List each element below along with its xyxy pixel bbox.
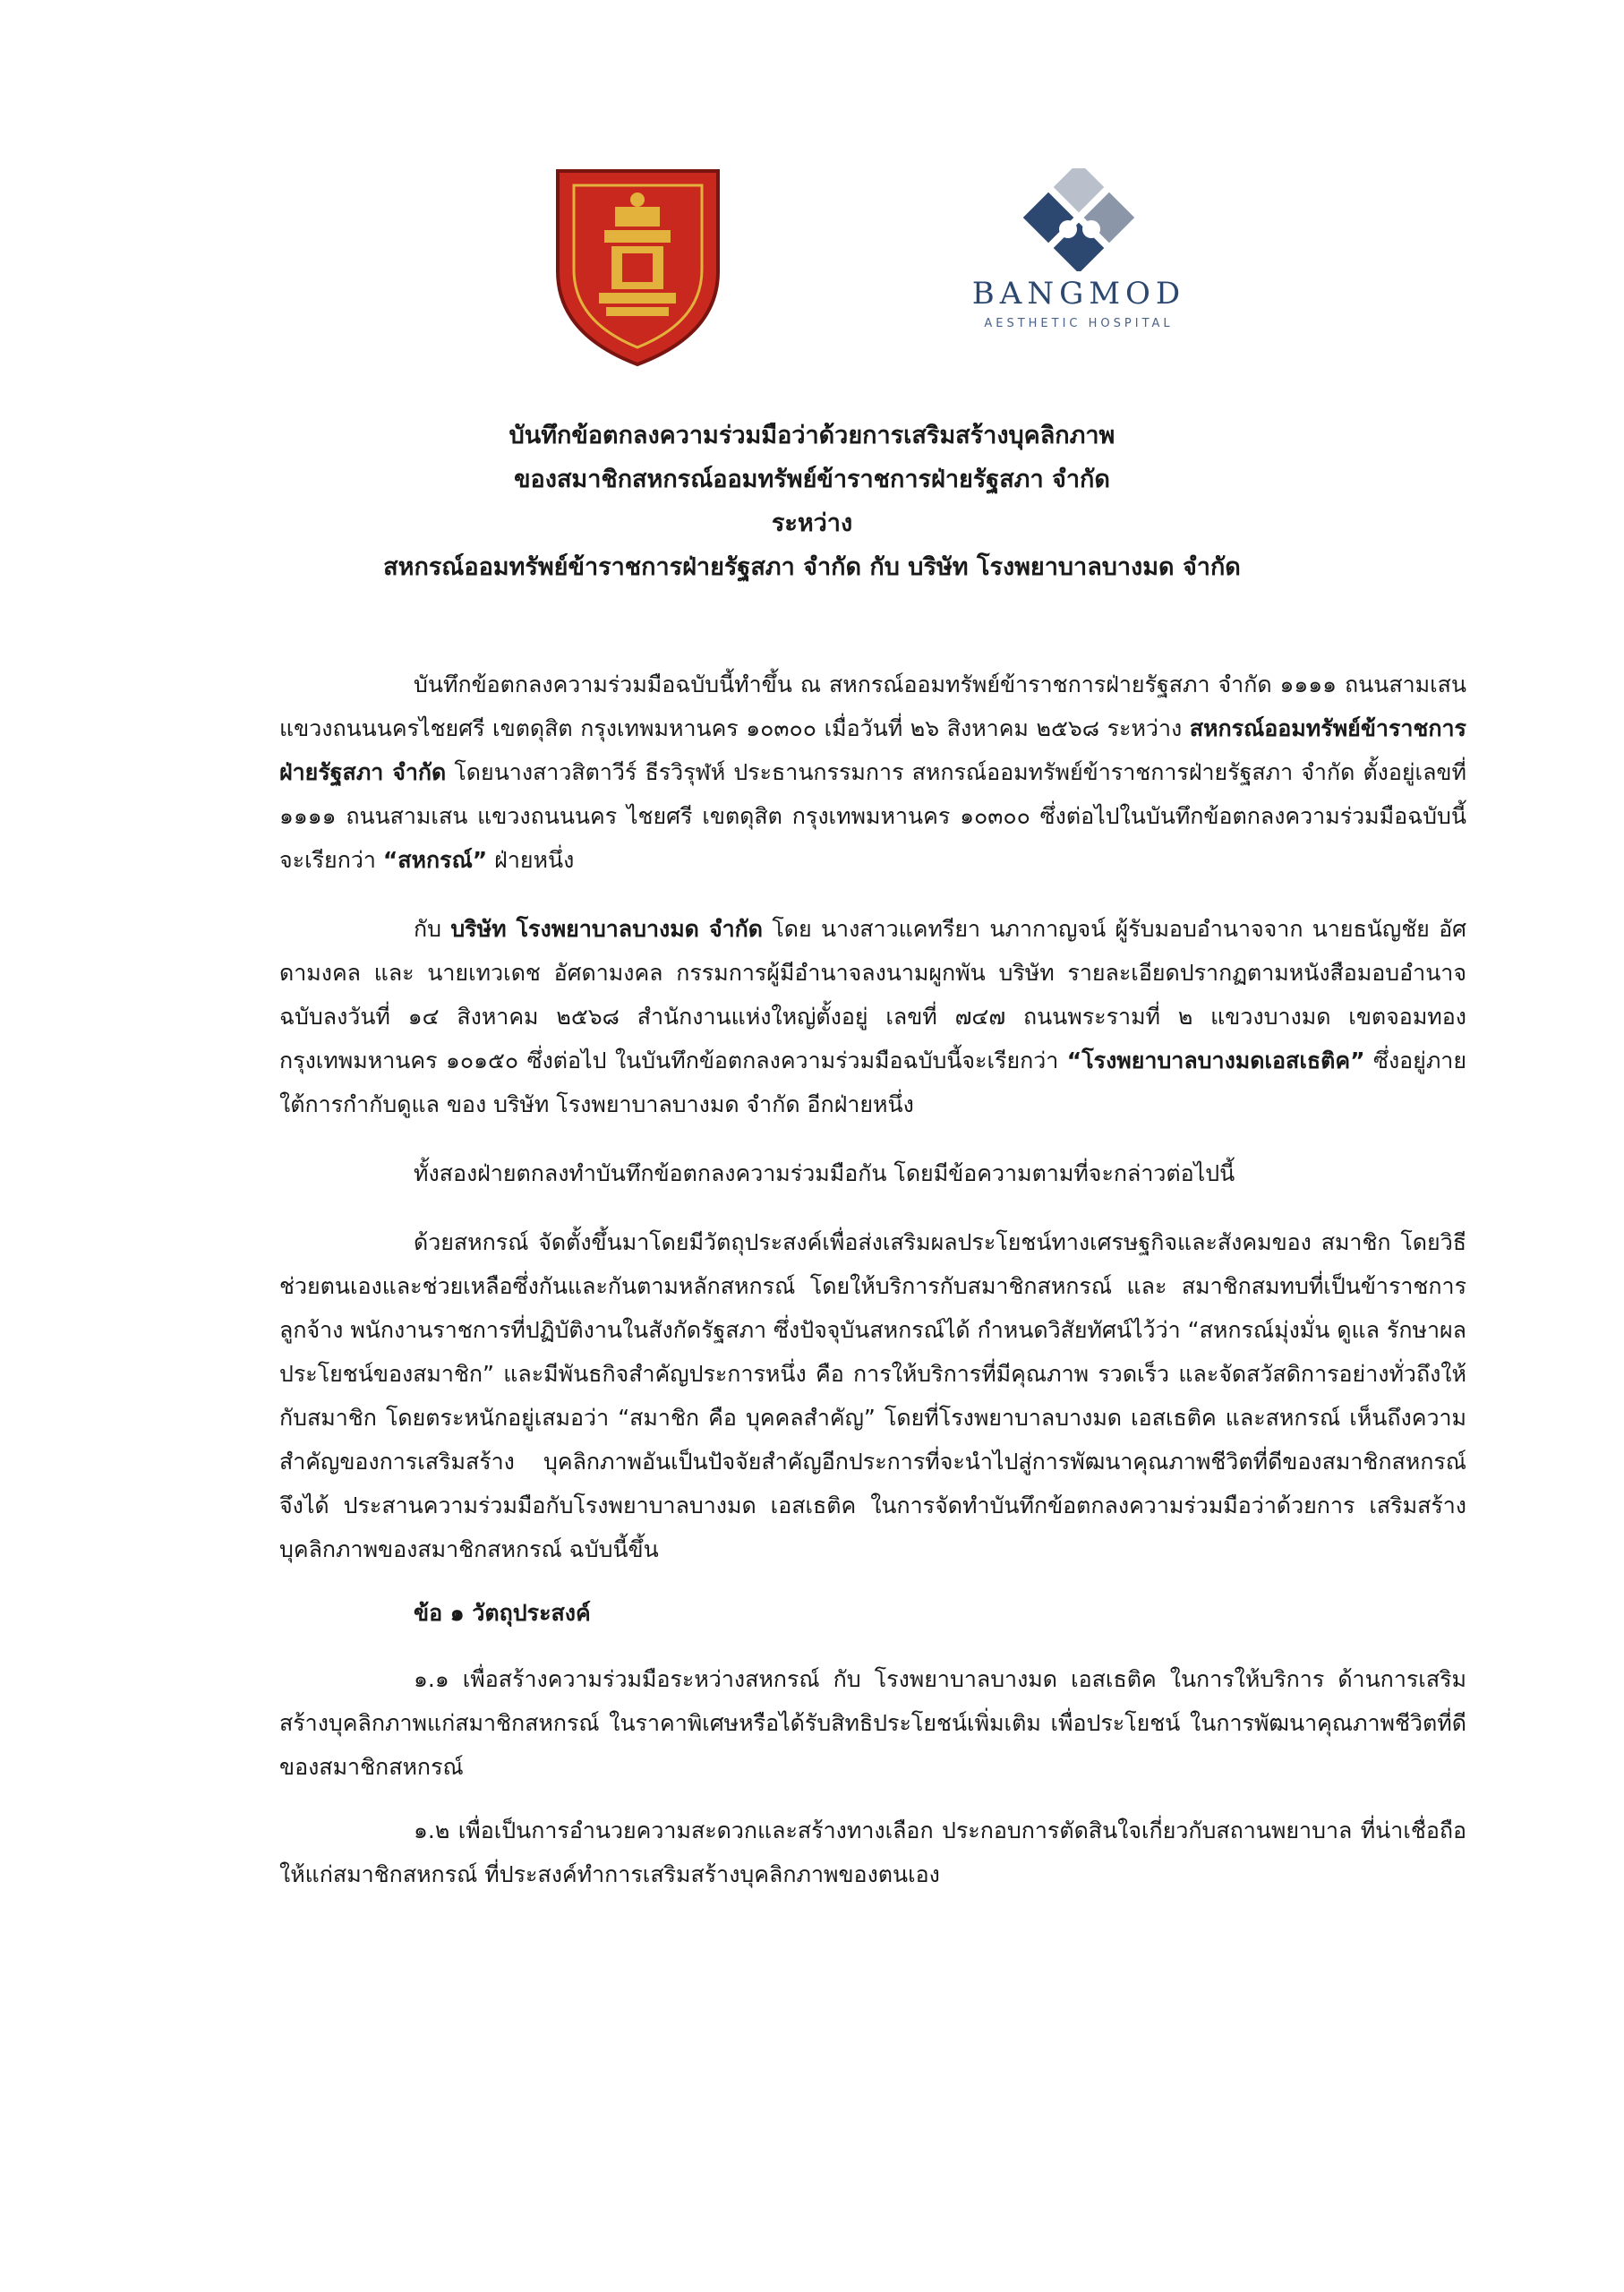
- brand-tagline: AESTHETIC HOSPITAL: [984, 317, 1174, 330]
- title-line-1: บันทึกข้อตกลงความร่วมมือว่าด้วยการเสริมสร้างบุคลิกภาพ: [509, 422, 1115, 449]
- clause-1-item-1: ๑.๑ เพื่อสร้างความร่วมมือระหว่างสหกรณ์ กับ โรงพยาบาลบางมด เอสเธติค ในการให้บริการ ด้านการเสริมสร้างบุคลิกภาพแก่สมาชิกสหกรณ์ ในราคาพิเศษหรือได้รับสิทธิประโยชน์เพิ่มเติม เพื่อประโยชน์ ในการพัฒนาคุณภาพชีวิตที่ดีของสมาชิกสหกรณ์: [279, 1666, 1466, 1780]
- paragraph-background: ด้วยสหกรณ์ จัดตั้งขึ้นมาโดยมีวัตถุประสงค์เพื่อส่งเสริมผลประโยชน์ทางเศรษฐกิจและสังคมของ สมาชิก โดยวิธีช่วยตนเองและช่วยเหลือซึ่งกันและกันตามหลักสหกรณ์ โดยให้บริการกับสมาชิกสหกรณ์ และ สมาชิกสมทบที่เป็นข้าราชการ ลูกจ้าง พนักงานราชการที่ปฏิบัติงานในสังกัดรัฐสภา ซึ่งปัจจุบันสหกรณ์ได้ กำหนดวิสัยทัศน์ไว้ว่า “สหกรณ์มุ่งมั่น ดูแล รักษาผลประโยชน์ของสมาชิก” และมีพันธกิจสำคัญประการหนึ่ง คือ การให้บริการที่มีคุณภาพ รวดเร็ว และจัดสวัสดิการอย่างทั่วถึงให้กับสมาชิก โดยตระหนักอยู่เสมอว่า “สมาชิก คือ บุคคลสำคัญ” โดยที่โรงพยาบาลบางมด เอสเธติค และสหกรณ์ เห็นถึงความสำคัญของการเสริมสร้าง บุคลิกภาพอันเป็นปัจจัยสำคัญอีกประการที่จะนำไปสู่การพัฒนาคุณภาพชีวิตที่ดีของสมาชิกสหกรณ์ จึงได้ ประสานความร่วมมือกับโรงพยาบาลบางมด เอสเธติค ในการจัดทำบันทึกข้อตกลงความร่วมมือว่าด้วยการ เสริมสร้างบุคลิกภาพของสมาชิกสหกรณ์ ฉบับนี้ขึ้น: [279, 1229, 1466, 1562]
- text-span: ซึ่งอยู่ภายใต้การกำกับดูแล ของ บริษัท โรงพยาบาลบางมด จำกัด อีกฝ่ายหนึ่ง: [279, 1048, 1466, 1117]
- text-span: โดยนางสาวสิตาวีร์ ธีรวิรุฬห์ ประธานกรรมการ สหกรณ์ออมทรัพย์ข้าราชการฝ่ายรัฐสภา จำกัด ตั้งอยู่เลขที่ ๑๑๑๑ ถนนสามเสน แขวงถนนนคร ไชยศรี เขตดุสิต กรุงเทพมหานคร ๑๐๓๐๐ ซึ่งต่อไปในบันทึกข้อตกลงความร่วมมือฉบับนี้จะเรียกว่า: [279, 759, 1466, 873]
- bangmod-logo: [971, 168, 1186, 347]
- bold-party-name: สหกรณ์ออมทรัพย์ข้าราชการฝ่ายรัฐสภา จำกัด: [279, 715, 1466, 785]
- clause-1-item-2: ๑.๒ เพื่อเป็นการอำนวยความสะดวกและสร้างทางเลือก ประกอบการตัดสินใจเกี่ยวกับสถานพยาบาล ที่น่าเชื่อถือให้แก่สมาชิกสหกรณ์ ที่ประสงค์ทำการเสริมสร้างบุคลิกภาพของตนเอง: [279, 1817, 1466, 1887]
- clause-1-heading: ข้อ ๑ วัตถุประสงค์: [414, 1600, 591, 1626]
- bold-defined-term: “สหกรณ์”: [382, 847, 488, 873]
- bold-party-name: บริษัท โรงพยาบาลบางมด จำกัด: [450, 916, 764, 942]
- parliament-cooperative-seal-icon: [551, 164, 725, 370]
- brand-name: BANGMOD: [971, 276, 1186, 312]
- document-body: [279, 663, 1466, 1896]
- title-line-2: ของสมาชิกสหกรณ์ออมทรัพย์ข้าราชการฝ่ายรัฐสภา จำกัด: [514, 466, 1110, 493]
- text-span: กับ: [414, 916, 451, 942]
- paragraph-agreement-intro: ทั้งสองฝ่ายตกลงทำบันทึกข้อตกลงความร่วมมือกัน โดยมีข้อความตามที่จะกล่าวต่อไปนี้: [414, 1160, 1235, 1186]
- title-line-3: ระหว่าง: [771, 509, 853, 537]
- cooperative-seal-logo: [551, 164, 725, 370]
- text-span: ฝ่ายหนึ่ง: [487, 847, 575, 873]
- document-title: [0, 414, 1624, 589]
- bold-defined-term: “โรงพยาบาลบางมดเอสเธติค”: [1066, 1048, 1365, 1073]
- paragraph-parties-cooperative: [279, 663, 1466, 882]
- text-span: บันทึกข้อตกลงความร่วมมือฉบับนี้ทำขึ้น ณ สหกรณ์ออมทรัพย์ข้าราชการฝ่ายรัฐสภา จำกัด ๑๑๑๑ ถนนสามเสน แขวงถนนนครไชยศรี เขตดุสิต กรุงเทพมหานคร ๑๐๓๐๐ เมื่อวันที่ ๒๖ สิงหาคม ๒๕๖๘ ระหว่าง: [279, 671, 1466, 741]
- paragraph-parties-hospital: [279, 907, 1466, 1126]
- text-span: โดย นางสาวแคทรียา นภากาญจน์ ผู้รับมอบอำนาจจาก นายธนัญชัย อัศดามงคล และ นายเทวเดช อัศดามงคล กรรมการผู้มีอำนาจลงนามผูกพัน บริษัท รายละเอียดปรากฏตามหนังสือมอบอำนาจฉบับลงวันที่ ๑๔ สิงหาคม ๒๕๖๘ สำนักงานแห่งใหญ่ตั้งอยู่ เลขที่ ๗๔๗ ถนนพระรามที่ ๒ แขวงบางมด เขตจอมทอง กรุงเทพมหานคร ๑๐๑๕๐ ซึ่งต่อไป ในบันทึกข้อตกลงความร่วมมือฉบับนี้จะเรียกว่า: [279, 916, 1466, 1073]
- bangmod-diamond-icon: [971, 168, 1186, 271]
- title-line-4: สหกรณ์ออมทรัพย์ข้าราชการฝ่ายรัฐสภา จำกัด กับ บริษัท โรงพยาบาลบางมด จำกัด: [383, 553, 1241, 581]
